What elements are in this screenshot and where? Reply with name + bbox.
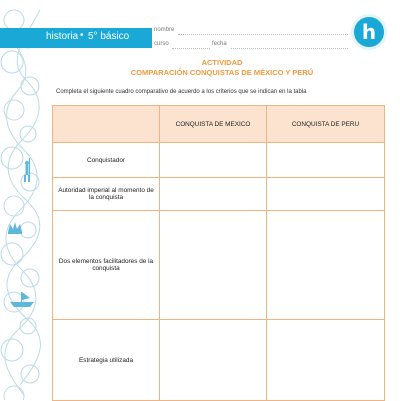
criterion-cell: Autoridad imperial al momento de la conquista	[53, 178, 160, 211]
criterion-cell: Estrategia utilizada	[53, 320, 160, 401]
table-row	[53, 211, 385, 320]
criterion-cell: Conquistador	[53, 143, 160, 178]
decorative-border	[0, 0, 44, 400]
course-label: curso	[154, 41, 169, 47]
activity-heading: ACTIVIDAD	[201, 58, 243, 67]
separator-dot: •	[80, 30, 84, 41]
answer-cell-peru[interactable]	[267, 211, 385, 320]
figure-icon	[24, 158, 30, 182]
answer-cell-mexico[interactable]	[160, 143, 267, 178]
answer-cell-mexico[interactable]	[160, 320, 267, 401]
table-header-row	[53, 106, 385, 143]
logo-icon	[351, 14, 387, 50]
answer-cell-peru[interactable]	[267, 178, 385, 211]
answer-cell-peru[interactable]	[267, 143, 385, 178]
name-field[interactable]	[178, 34, 348, 35]
header-cell-peru: CONQUISTA DE PERU	[267, 106, 385, 143]
comparison-table	[52, 105, 385, 401]
answer-cell-mexico[interactable]	[160, 178, 267, 211]
ship-icon	[10, 292, 34, 307]
course-field[interactable]	[172, 48, 210, 49]
grade-label: 5° básico	[88, 31, 130, 42]
header-cell-empty	[53, 106, 160, 143]
table-row	[53, 320, 385, 401]
answer-cell-peru[interactable]	[267, 320, 385, 401]
table-row	[53, 178, 385, 211]
name-label: nombre	[154, 27, 175, 33]
subject-banner	[0, 28, 152, 48]
date-label: fecha	[212, 41, 227, 47]
table-row	[53, 143, 385, 178]
activity-subtitle: COMPARACIÓN CONQUISTAS DE MÉXICO Y PERÚ	[130, 68, 314, 77]
criterion-cell: Dos elementos facilitadores de la conquista	[53, 211, 160, 320]
date-field[interactable]	[231, 48, 348, 49]
instruction-text: Completa el siguiente cuadro comparativo de acuerdo a los criterios que se indican en la tabla	[56, 89, 307, 95]
header-cell-mexico: CONQUISTA DE MEXICO	[160, 106, 267, 143]
answer-cell-mexico[interactable]	[160, 211, 267, 320]
subject-label: historia	[46, 31, 79, 42]
logo-letter: h	[361, 20, 377, 44]
